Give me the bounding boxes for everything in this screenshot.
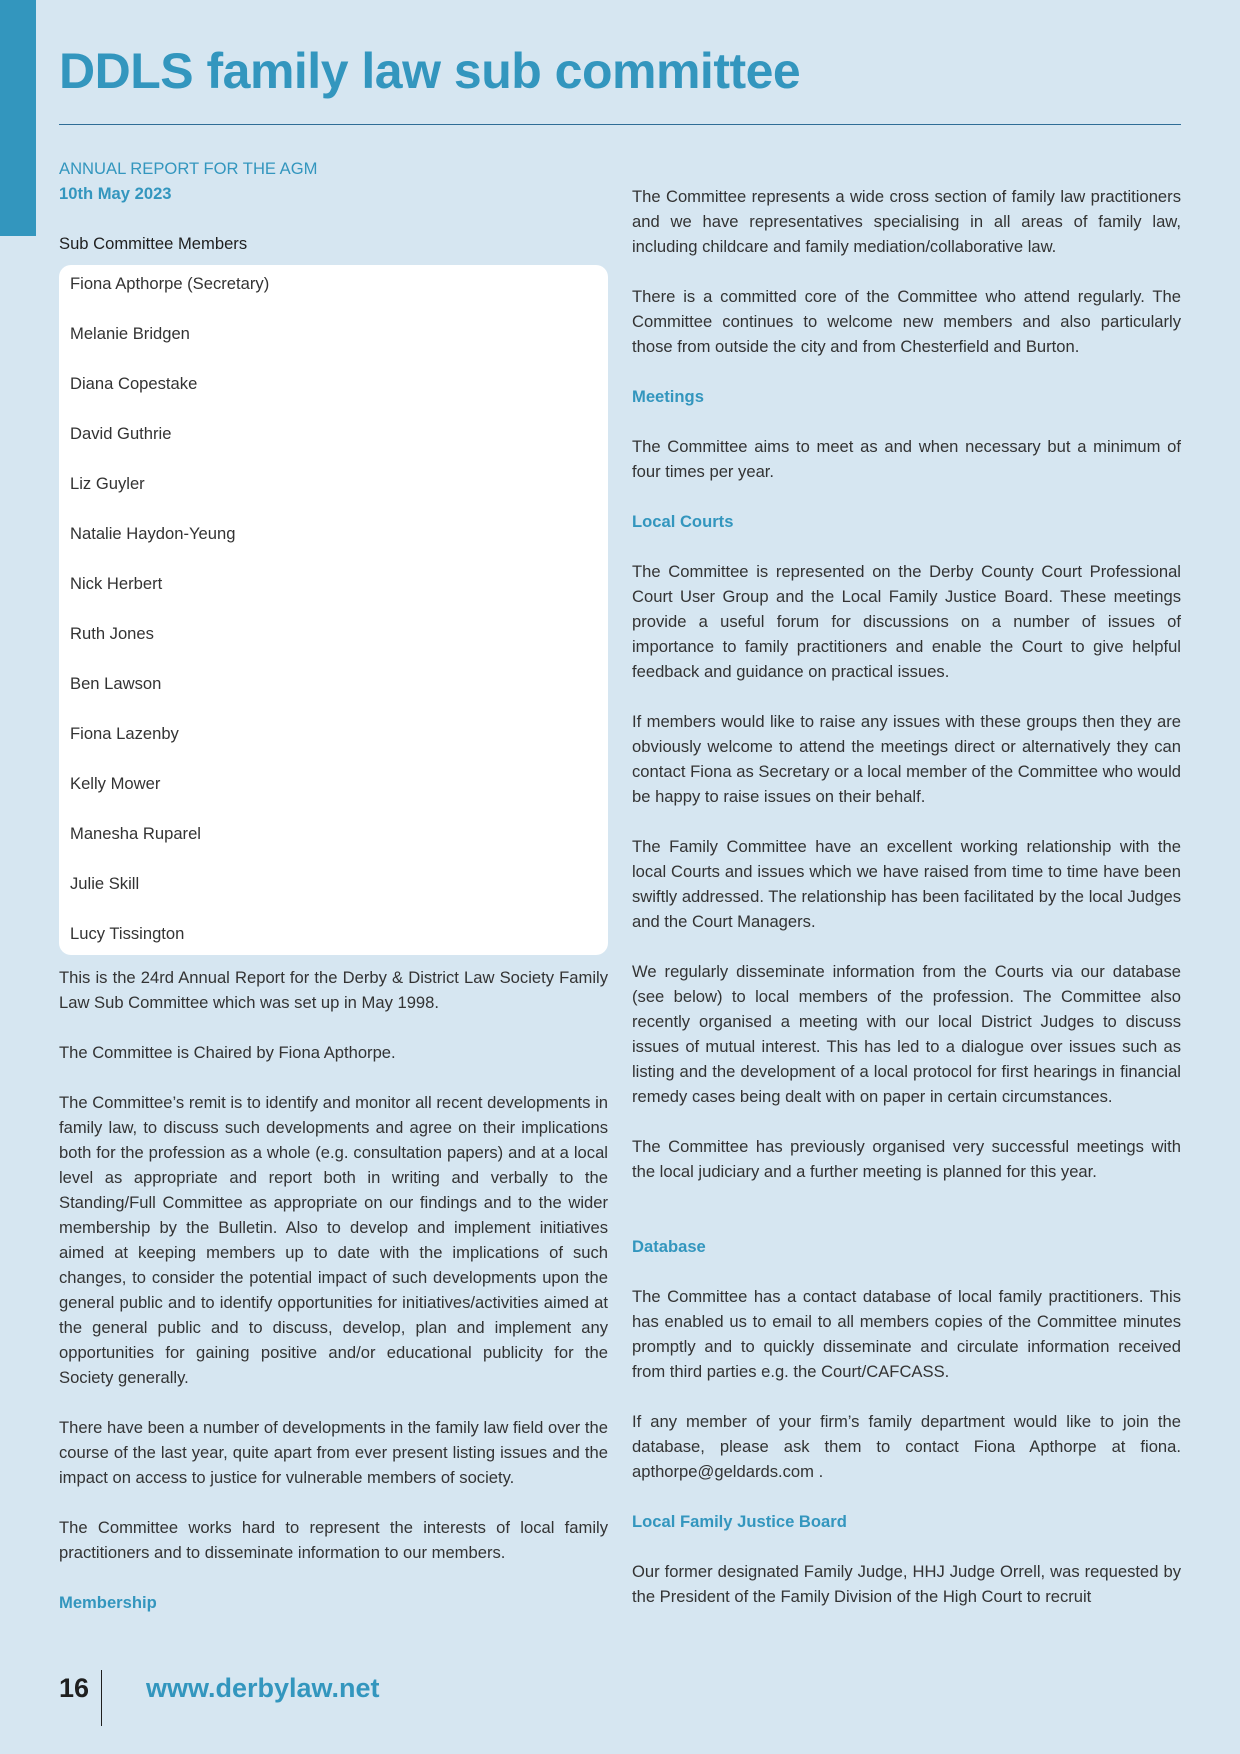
page-title: DDLS family law sub committee [59,43,801,99]
body-paragraph: We regularly disseminate information from the Courts via our database (see below) to local members of the profession. The Committee also recently organised a meeting with our local District Judges to discuss issues of mutual interest. This has led to a dialogue over issues such as listing and the development of a local protocol for first hearings in financial remedy cases being dealt with on paper in certain circumstances. [632,962,1181,1106]
member-item: Kelly Mower [70,774,161,793]
body-paragraph: The Family Committee have an excellent working relationship with the local Courts and issues which we have raised from time to time have been swiftly addressed. The relationship has been facilitated by the local Judges and the Court Managers. [632,837,1181,931]
body-paragraph: If any member of your firm’s family department would like to join the database, please ask them to contact Fiona Apthorpe at fiona. apthorpe@geldards.com . [632,1412,1181,1481]
body-paragraph: This is the 24rd Annual Report for the Derby & District Law Society Family Law Sub Committee which was set up in May 1998. [59,968,608,1012]
body-paragraph: Our former designated Family Judge, HHJ Judge Orrell, was requested by the President of the Family Division of the High Court to recruit [632,1562,1181,1606]
member-item: Melanie Bridgen [70,324,190,343]
title-divider [59,124,1181,125]
member-item: Julie Skill [70,874,140,893]
body-paragraph: The Committee is represented on the Derby County Court Professional Court User Group and the Local Family Justice Board. These meetings provide a useful forum for discussions on a number of issues of importance to family practitioners and enable the Court to give helpful feedback and guidance on practical issues. [632,562,1181,681]
section-heading-local-family-justice-board: Local Family Justice Board [632,1512,847,1531]
body-paragraph: There is a committed core of the Committee who attend regularly. The Committee continues to welcome new members and also particularly those from outside the city and from Chesterfield and Burton. [632,287,1181,356]
members-heading: Sub Committee Members [59,234,248,253]
body-paragraph: The Committee has a contact database of local family practitioners. This has enabled us to email to all members copies of the Committee minutes promptly and to quickly disseminate and circulate information received from third parties e.g. the Court/CAFCASS. [632,1287,1181,1381]
member-item: Manesha Ruparel [70,824,201,843]
body-paragraph: The Committee is Chaired by Fiona Apthorpe. [59,1043,396,1062]
footer-divider [101,1670,102,1726]
body-paragraph: The Committee works hard to represent the interests of local family practitioners and to disseminate information to our members. [59,1518,608,1562]
website-link[interactable]: www.derbylaw.net [146,1673,380,1703]
report-date: 10th May 2023 [59,184,172,203]
member-item: Lucy Tissington [70,924,185,943]
member-item: Ruth Jones [70,624,154,643]
page-number: 16 [59,1673,90,1703]
body-paragraph: The Committee aims to meet as and when necessary but a minimum of four times per year. [632,437,1181,481]
report-label: ANNUAL REPORT FOR THE AGM [59,159,318,178]
section-heading-local-courts: Local Courts [632,512,734,531]
body-paragraph: If members would like to raise any issues with these groups then they are obviously welcome to attend the meetings direct or alternatively they can contact Fiona as Secretary or a local member of the Committee who would be happy to raise issues on their behalf. [632,712,1181,806]
section-heading-database: Database [632,1237,706,1256]
member-item: Nick Herbert [70,574,163,593]
body-paragraph: The Committee’s remit is to identify and monitor all recent developments in family law, to discuss such developments and agree on their implications both for the profession as a whole (e.g. consultation papers) and at a local level as appropriate and report both in writing and verbally to the Standing/Full Committee as appropriate on our findings and to the wider membership by the Bulletin. Also to develop and implement initiatives aimed at keeping members up to date with the implications of such changes, to consider the potential impact of such developments upon the general public and to identify opportunities for initiatives/activities aimed at the general public and to discuss, develop, plan and implement any opportunities for gaining positive and/or educational publicity for the Society generally. [59,1093,608,1387]
member-item: Ben Lawson [70,674,162,693]
member-item: Diana Copestake [70,374,198,393]
body-paragraph: The Committee has previously organised very successful meetings with the local judiciary and a further meeting is planned for this year. [632,1137,1181,1181]
member-item: Fiona Lazenby [70,724,179,743]
section-heading-meetings: Meetings [632,387,704,406]
body-paragraph: There have been a number of developments in the family law field over the course of the last year, quite apart from ever present listing issues and the impact on access to justice for vulnerable members of society. [59,1418,608,1487]
member-item: Liz Guyler [70,474,145,493]
member-item: Fiona Apthorpe (Secretary) [70,274,270,293]
body-paragraph: The Committee represents a wide cross section of family law practitioners and we have representatives specialising in all areas of family law, including childcare and family mediation/collaborative law. [632,187,1181,256]
accent-bar [0,0,36,236]
member-item: Natalie Haydon-Yeung [70,524,236,543]
member-item: David Guthrie [70,424,172,443]
left-column [59,156,608,1640]
members-list [59,265,608,955]
section-heading-membership: Membership [59,1593,157,1612]
right-column [632,184,1181,1634]
